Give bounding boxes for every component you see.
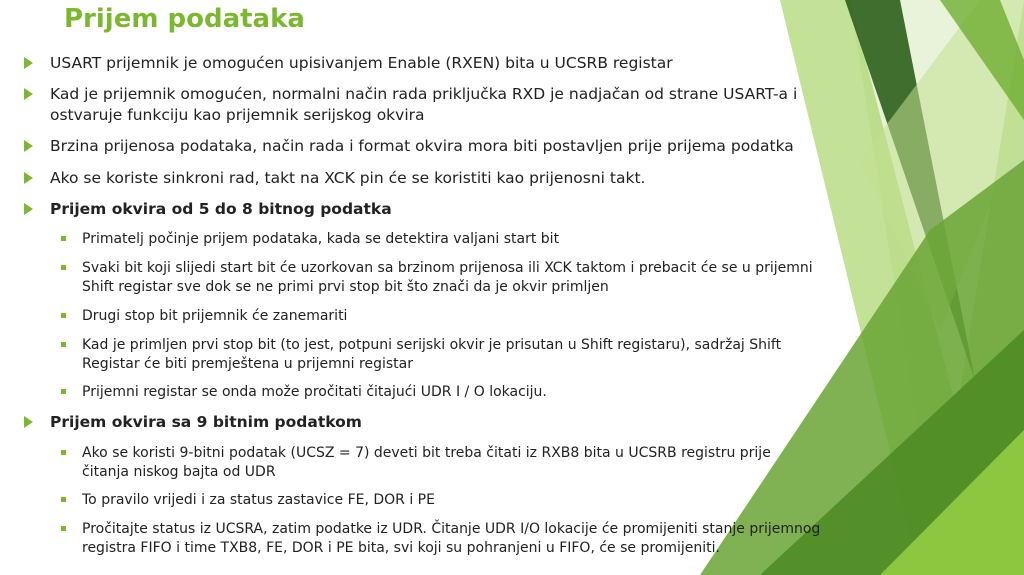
bullet-text: Ako se koriste sinkroni rad, takt na XCK pin će se koristiti kao prijenosni takt. (50, 169, 646, 187)
bullet-text: Brzina prijenosa podataka, način rada i format okvira mora biti postavljen prije prijema podatka (50, 137, 794, 155)
page-title: Prijem podataka (64, 4, 305, 34)
bullet-arrow-icon (24, 172, 33, 184)
sub-bullet-text: Svaki bit koji slijedi start bit će uzorkovan sa brzinom prijenosa ili XCK taktom i prebacit će se u prijemni Shift registar sve dok se ne primi prvi stop bit što znači da je okvir primljen (82, 260, 813, 295)
sub-bullet-icon (61, 389, 66, 394)
sub-bullet-text: Kad je primljen prvi stop bit (to jest, potpuni serijski okvir je prisutan u Shift registaru), sadržaj Shift Registar će biti premještena u prijemni registar (82, 337, 782, 372)
section-heading: Prijem okvira od 5 do 8 bitnog podatka (50, 200, 392, 218)
sub-bullet-text: To pravilo vrijedi i za status zastavice FE, DOR i PE (82, 492, 435, 508)
sub-bullet-icon (61, 313, 66, 318)
bullet-text: Kad je prijemnik omogućen, normalni način rada priključka RXD je nadjačan od strane USART-a i ostvaruje funkciju kao prijemnik serijskog okvira (50, 85, 798, 124)
bullet-arrow-icon (24, 416, 33, 428)
sub-bullet-text: Pročitajte status iz UCSRA, zatim podatke iz UDR. Čitanje UDR I/O lokacije će promijeniti stanje prijemnog registra FIFO i time TXB8, FE, DOR i PE bita, svi koji su pohranjeni u FIFO, će se promijeniti. (82, 521, 821, 556)
sub-bullet-text: Primatelj počinje prijem podataka, kada se detektira valjani start bit (82, 231, 560, 247)
bullet-arrow-icon (24, 88, 33, 100)
sub-bullet-icon (61, 342, 66, 347)
bullet-arrow-icon (24, 203, 33, 215)
sub-bullet-icon (61, 526, 66, 531)
bullet-arrow-icon (24, 140, 33, 152)
bullet-arrow-icon (24, 57, 33, 69)
sub-bullet-icon (61, 497, 66, 502)
sub-bullet-text: Ako se koristi 9-bitni podatak (UCSZ = 7) deveti bit treba čitati iz RXB8 bita u UCSRB registru prije čitanja niskog bajta od UDR (82, 445, 771, 480)
bullet-text: USART prijemnik je omogućen upisivanjem Enable (RXEN) bita u UCSRB registar (50, 54, 673, 72)
sub-bullet-text: Drugi stop bit prijemnik će zanemariti (82, 308, 348, 324)
sub-bullet-icon (61, 450, 66, 455)
section-heading: Prijem okvira sa 9 bitnim podatkom (50, 413, 362, 431)
sub-bullet-text: Prijemni registar se onda može pročitati čitajući UDR I / O lokaciju. (82, 384, 547, 400)
sub-bullet-icon (61, 265, 66, 270)
sub-bullet-icon (61, 236, 66, 241)
